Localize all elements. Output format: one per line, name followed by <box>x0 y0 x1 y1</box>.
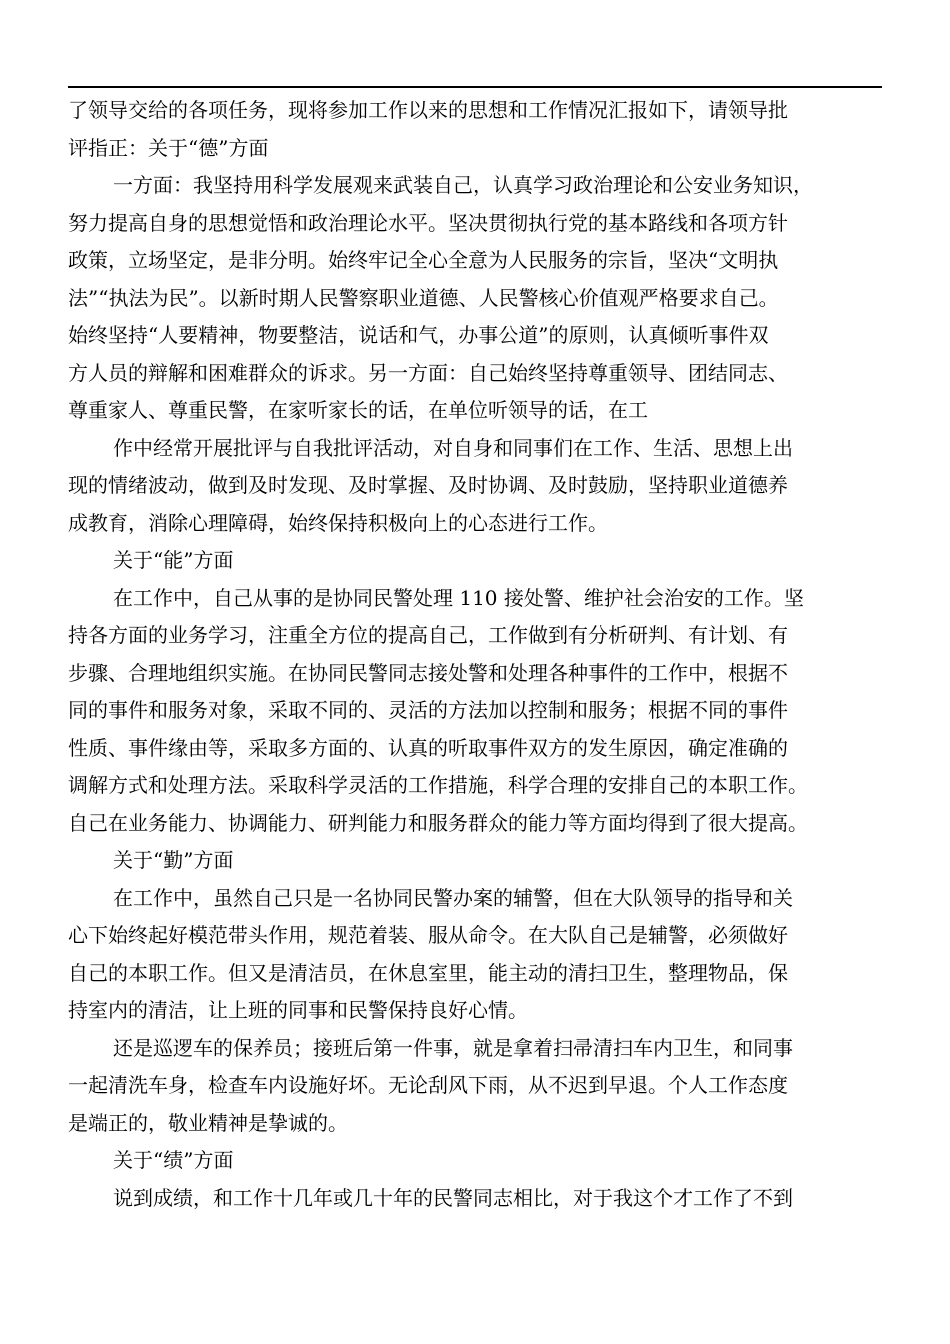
text-line: 法”“执法为民”。以新时期人民警察职业道德、人民警核心价值观严格要求自己。 <box>68 285 779 310</box>
text-line: 一起清洗车身，检查车内设施好坏。无论刮风下雨，从不迟到早退。个人工作态度 <box>68 1073 788 1097</box>
text-line: 作中经常开展批评与自我批评活动，对自身和同事们在工作、生活、思想上出 <box>113 435 793 460</box>
header-rule <box>68 86 882 88</box>
text-line: 自己的本职工作。但又是清洁员，在休息室里，能主动的清扫卫生，整理物品，保 <box>68 960 788 985</box>
text-line: 调解方式和处理方法。采取科学灵活的工作措施，科学合理的安排自己的本职工作。 <box>68 773 808 797</box>
text-line: 尊重家人、尊重民警，在家听家长的话，在单位听领导的话，在工 <box>68 398 648 422</box>
text-line: 现的情绪波动，做到及时发现、及时掌握、及时协调、及时鼓励，坚持职业道德养 <box>68 473 788 497</box>
text-line: 步骤、合理地组织实施。在协同民警同志接处警和处理各种事件的工作中，根据不 <box>68 660 788 685</box>
text-line: 关于“能”方面 <box>113 548 234 572</box>
text-line: 自己在业务能力、协调能力、研判能力和服务群众的能力等方面均得到了很大提高。 <box>68 810 808 835</box>
document-body <box>68 92 882 1217</box>
text-line: 方人员的辩解和困难群众的诉求。另一方面：自己始终坚持尊重领导、团结同志、 <box>68 360 788 385</box>
text-line: 了领导交给的各项任务，现将参加工作以来的思想和工作情况汇报如下，请领导批 <box>68 98 788 122</box>
text-line: 说到成绩，和工作十几年或几十年的民警同志相比，对于我这个才工作了不到 <box>113 1185 793 1210</box>
text-line: 政策，立场坚定，是非分明。始终牢记全心全意为人民服务的宗旨，坚决“文明执 <box>68 248 779 272</box>
text-line: 评指正：关于“德”方面 <box>68 135 269 160</box>
text-line: 持各方面的业务学习，注重全方位的提高自己，工作做到有分析研判、有计划、有 <box>68 623 788 647</box>
text-line: 持室内的清洁，让上班的同事和民警保持良好心情。 <box>68 998 528 1022</box>
text-line: 还是巡逻车的保养员；接班后第一件事，就是拿着扫帚清扫车内卫生，和同事 <box>113 1035 793 1060</box>
text-line: 在工作中，虽然自己只是一名协同民警办案的辅警，但在大队领导的指导和关 <box>113 885 793 910</box>
text-line: 性质、事件缘由等，采取多方面的、认真的听取事件双方的发生原因，确定准确的 <box>68 735 788 760</box>
text-line: 一方面：我坚持用科学发展观来武装自己，认真学习政治理论和公安业务知识， <box>113 173 813 197</box>
text-line: 心下始终起好模范带头作用，规范着装、服从命令。在大队自己是辅警，必须做好 <box>68 923 788 947</box>
text-line: 是端正的，敬业精神是挚诚的。 <box>68 1110 348 1135</box>
text-line: 成教育，消除心理障碍，始终保持积极向上的心态进行工作。 <box>68 510 608 535</box>
text-line: 努力提高自身的思想觉悟和政治理论水平。坚决贯彻执行党的基本路线和各项方针 <box>68 210 788 235</box>
text-line: 始终坚持“人要精神，物要整洁，说话和气，办事公道”的原则，认真倾听事件双 <box>68 323 769 347</box>
text-line: 关于“勤”方面 <box>113 848 234 872</box>
text-line: 同的事件和服务对象，采取不同的、灵活的方法加以控制和服务；根据不同的事件 <box>68 698 788 722</box>
text-line: 在工作中，自己从事的是协同民警处理 110 接处警、维护社会治安的工作。坚 <box>113 585 804 610</box>
text-line: 关于“绩”方面 <box>113 1148 234 1172</box>
